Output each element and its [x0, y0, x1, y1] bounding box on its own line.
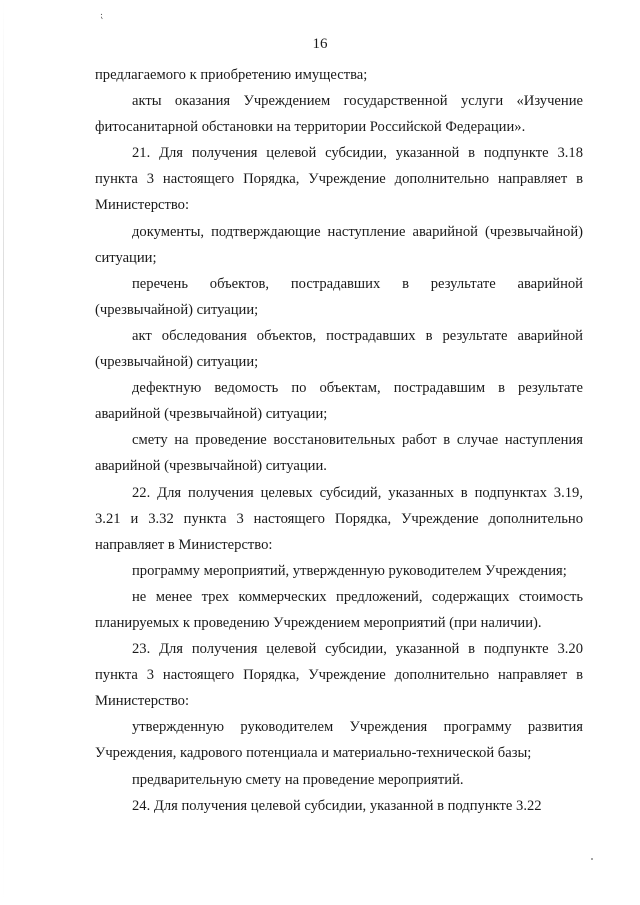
- document-body: [95, 62, 583, 819]
- paragraph: смету на проведение восстановительных работ в случае наступления аварийной (чрезвычайной) ситуации.: [95, 432, 583, 475]
- paragraph-section-21: 21. Для получения целевой субсидии, указанной в подпункте 3.18 пункта 3 настоящего Порядка, Учреждение дополнительно направляет в Министерство:: [95, 145, 583, 214]
- page-number: 16: [312, 36, 328, 52]
- scan-speck: [591, 858, 593, 860]
- paragraph: дефектную ведомость по объектам, пострадавшим в результате аварийной (чрезвычайной) ситуации;: [95, 380, 583, 423]
- scan-edge-shadow: [3, 0, 4, 905]
- paragraph: документы, подтверждающие наступление аварийной (чрезвычайной) ситуации;: [95, 223, 583, 266]
- paragraph: акт обследования объектов, пострадавших в результате аварийной (чрезвычайной) ситуации;: [95, 327, 583, 371]
- paragraph: предварительную смету на проведение мероприятий.: [132, 771, 464, 788]
- paragraph: предлагаемого к приобретению имущества;: [95, 67, 368, 83]
- paragraph-section-24: 24. Для получения целевой субсидии, указанной в подпункте 3.22: [132, 797, 542, 814]
- paragraph: программу мероприятий, утвержденную руководителем Учреждения;: [132, 562, 567, 579]
- paragraph: акты оказания Учреждением государственной услуги «Изучение фитосанитарной обстановки на территории Российской Федерации».: [95, 93, 583, 136]
- paragraph-section-22: 22. Для получения целевых субсидий, указанных в подпунктах 3.19, 3.21 и 3.32 пункта 3 настоящего Порядка, Учреждение дополнительно направляет в Министерство:: [95, 484, 583, 553]
- paragraph: утвержденную руководителем Учреждения программу развития Учреждения, кадрового потенциала и материально-технической базы;: [95, 719, 583, 762]
- paragraph: не менее трех коммерческих предложений, содержащих стоимость планируемых к проведению Учреждением мероприятий (при наличии).: [95, 588, 583, 631]
- paragraph: перечень объектов, пострадавших в результате аварийной (чрезвычайной) ситуации;: [95, 275, 583, 318]
- scan-mark: ⁏: [100, 10, 104, 20]
- paragraph-section-23: 23. Для получения целевой субсидии, указанной в подпункте 3.20 пункта 3 настоящего Порядка, Учреждение дополнительно направляет в Министерство:: [95, 641, 583, 710]
